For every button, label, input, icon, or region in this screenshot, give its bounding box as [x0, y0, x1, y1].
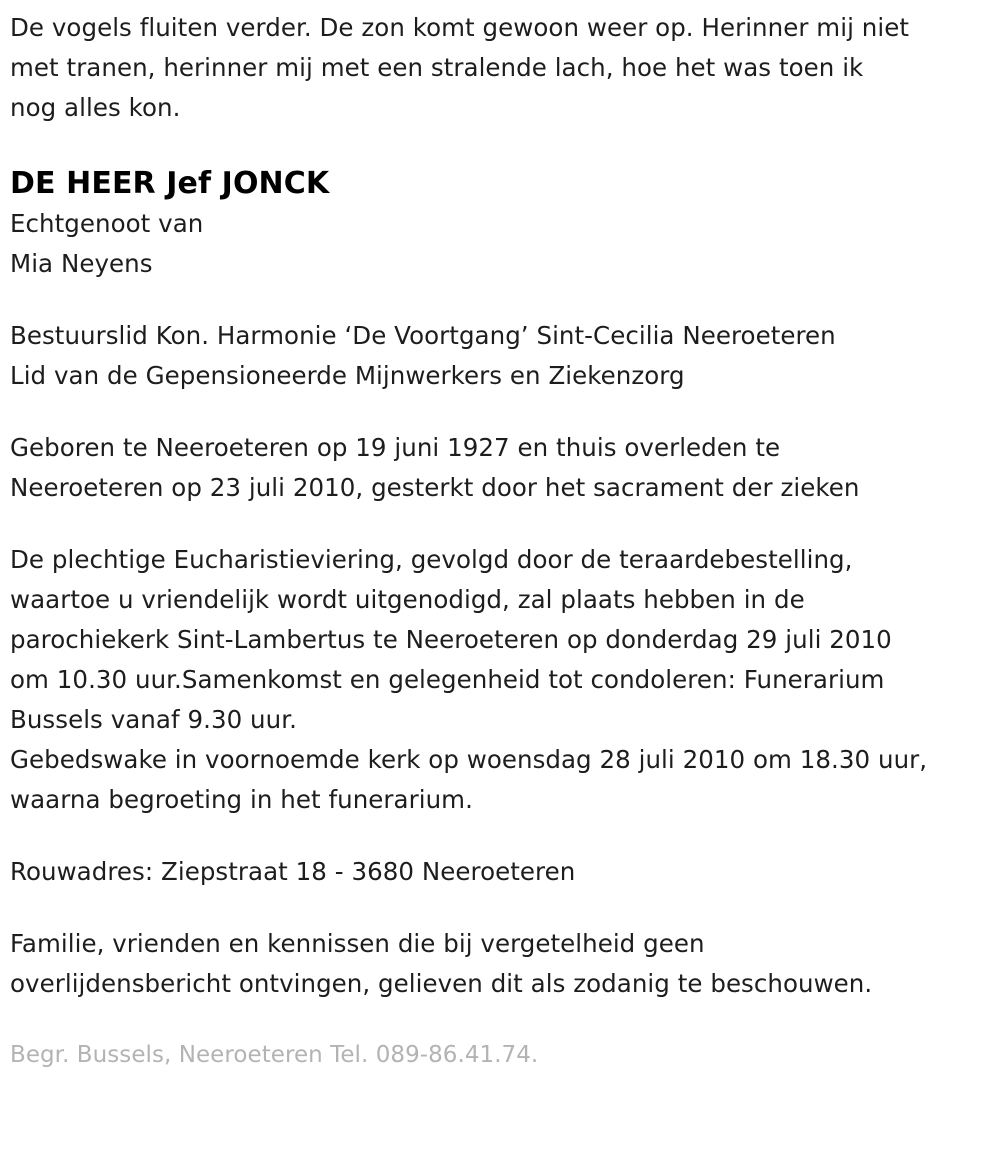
- spacer: [10, 820, 988, 852]
- opening-poem-line: met tranen, herinner mij met een stralende lach, hoe het was toen ik: [10, 53, 864, 82]
- birth-death-line: Geboren te Neeroeteren op 19 juni 1927 en thuis overleden te: [10, 433, 781, 462]
- memberships-block: [10, 316, 988, 396]
- ceremony-line: waartoe u vriendelijk wordt uitgenodigd, zal plaats hebben in de: [10, 585, 805, 614]
- ceremony-line: parochiekerk Sint-Lambertus te Neeroeteren op donderdag 29 juli 2010: [10, 625, 892, 654]
- spacer: [10, 1004, 988, 1035]
- ceremony-line: waarna begroeting in het funerarium.: [10, 785, 473, 814]
- membership-item: Lid van de Gepensioneerde Mijnwerkers en Ziekenzorg: [10, 361, 685, 390]
- spacer: [10, 892, 988, 924]
- ceremony-line: om 10.30 uur.Samenkomst en gelegenheid tot condoleren: Funerarium: [10, 665, 885, 694]
- opening-poem: [10, 8, 988, 128]
- apology-block: [10, 924, 988, 1004]
- spacer: [10, 508, 988, 540]
- spacer: [10, 396, 988, 428]
- spouse-relation-label: Echtgenoot van: [10, 209, 204, 238]
- spacer: [10, 128, 988, 164]
- opening-poem-line: De vogels fluiten verder. De zon komt gewoon weer op. Herinner mij niet: [10, 13, 909, 42]
- apology-line: Familie, vrienden en kennissen die bij vergetelheid geen: [10, 929, 705, 958]
- opening-poem-line: nog alles kon.: [10, 93, 181, 122]
- ceremony-block: [10, 540, 988, 820]
- membership-item: Bestuurslid Kon. Harmonie ‘De Voortgang’ Sint-Cecilia Neeroeteren: [10, 321, 836, 350]
- spacer: [10, 284, 988, 316]
- ceremony-line: Bussels vanaf 9.30 uur.: [10, 705, 297, 734]
- birth-death-block: [10, 428, 988, 508]
- apology-line: overlijdensbericht ontvingen, gelieven dit als zodanig te beschouwen.: [10, 969, 873, 998]
- mourning-address: Rouwadres: Ziepstraat 18 - 3680 Neeroeteren: [10, 857, 576, 886]
- ceremony-line: De plechtige Eucharistieviering, gevolgd door de teraardebestelling,: [10, 545, 853, 574]
- ceremony-line: Gebedswake in voornoemde kerk op woensdag 28 juli 2010 om 18.30 uur,: [10, 745, 928, 774]
- spouse-name: Mia Neyens: [10, 249, 153, 278]
- spouse-block: [10, 204, 988, 284]
- deceased-name: DE HEER Jef JONCK: [10, 166, 330, 201]
- undertaker-credit: Begr. Bussels, Neeroeteren Tel. 089-86.41.74.: [10, 1042, 539, 1068]
- birth-death-line: Neeroeteren op 23 juli 2010, gesterkt door het sacrament der zieken: [10, 473, 860, 502]
